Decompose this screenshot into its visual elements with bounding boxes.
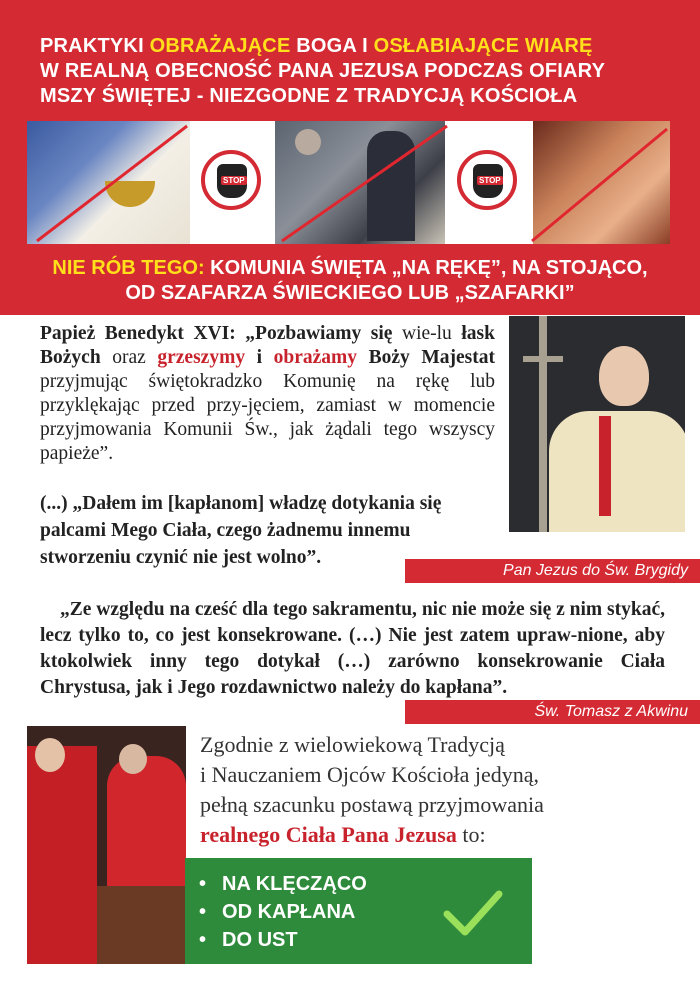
pope-head bbox=[35, 738, 65, 772]
stop-hand-icon bbox=[201, 150, 261, 210]
headline-highlight-weakening: OSŁABIAJĄCE WIARĘ bbox=[373, 35, 593, 57]
headline-line-3: MSZY ŚWIĘTEJ - NIEZGODNE Z TRADYCJĄ KOŚCIOŁA bbox=[40, 85, 578, 107]
red-vestment-right bbox=[107, 756, 186, 896]
rule-item: • OD KAPŁANA bbox=[199, 898, 367, 926]
communion-photo-1 bbox=[27, 121, 190, 244]
headline-text: BOGA I bbox=[290, 35, 374, 57]
pope-communion-photo bbox=[27, 726, 186, 964]
chalice-shape bbox=[105, 181, 155, 207]
headline-text: PRAKTYKI bbox=[40, 35, 150, 57]
closing-text bbox=[200, 730, 680, 850]
quote-text: „Ze względu na cześć dla tego sakramentu, nic nie może się z nim stykać, lecz tylko to, co jest konsekrowane. (…) Nie jest zatem upraw-nione, aby ktokolwiek inny tego dotykał (…) zarówno konsekrowanie Ciała Chrystusa, jak i Jego rozdawnictwo należy do kapłana”. bbox=[40, 599, 665, 698]
red-vestment-left bbox=[27, 746, 97, 964]
pope-vestment bbox=[549, 411, 685, 532]
quote-aquinas bbox=[40, 597, 665, 701]
stop-label: STOP bbox=[223, 176, 245, 185]
kneeler bbox=[97, 886, 186, 964]
rule-item: • DO UST bbox=[199, 926, 367, 954]
quote-jesus: (...) „Dałem im [kapłanom] władzę dotykania się palcami Mego Ciała, czego żadnemu innemu stworzeniu czynić nie jest wolno”. bbox=[40, 493, 442, 568]
crozier-shaft bbox=[539, 316, 547, 532]
checkmark-icon bbox=[443, 888, 503, 938]
stop-hand-icon bbox=[457, 150, 517, 210]
pope-benedict-photo bbox=[509, 316, 685, 532]
quote-highlight: obrażamy bbox=[273, 347, 358, 368]
pope-face bbox=[599, 346, 649, 406]
warning-line-1 bbox=[20, 256, 680, 281]
warning-text: KOMUNIA ŚWIĘTA „NA RĘKĘ”, NA STOJĄCO, bbox=[204, 257, 648, 279]
stop-sign-1 bbox=[195, 121, 273, 244]
rule-item: • NA KLĘCZĄCO bbox=[199, 870, 367, 898]
attribution-brygida: Pan Jezus do Św. Brygidy bbox=[405, 559, 700, 583]
warning-line-2: OD SZAFARZA ŚWIECKIEGO LUB „SZAFARKI” bbox=[125, 282, 575, 304]
quote-text: i bbox=[245, 347, 274, 368]
quote-highlight: grzeszymy bbox=[157, 347, 246, 368]
quote-text: łask Bożych bbox=[40, 323, 495, 368]
rules-box bbox=[185, 858, 532, 964]
attribution-aquinas: Św. Tomasz z Akwinu bbox=[405, 700, 700, 724]
rules-list bbox=[199, 870, 367, 954]
closing-line-3: pełną szacunku postawą przyjmowania bbox=[200, 792, 544, 817]
quote-text: „Pozbawiamy się bbox=[235, 323, 393, 344]
kneeling-figure-head bbox=[119, 744, 147, 774]
quote-benedict bbox=[40, 322, 495, 466]
quote-text: Boży Majestat bbox=[368, 347, 496, 368]
closing-line-1: Zgodnie z wielowiekową Tradycją bbox=[200, 732, 505, 757]
warning-banner bbox=[20, 256, 680, 306]
headline bbox=[40, 34, 680, 109]
closing-highlight: realnego Ciała Pana Jezusa bbox=[200, 822, 457, 847]
communion-photo-2 bbox=[275, 121, 445, 244]
stop-label: STOP bbox=[479, 176, 501, 185]
crozier-cross bbox=[523, 356, 563, 362]
quote-text: oraz bbox=[100, 347, 158, 368]
warning-prefix: NIE RÓB TEGO: bbox=[52, 257, 205, 279]
headline-highlight-offending: OBRAŻAJĄCE bbox=[149, 35, 291, 57]
headline-line-1 bbox=[40, 34, 680, 59]
quote-speaker: Papież Benedykt XVI: bbox=[40, 323, 236, 344]
blurred-face bbox=[295, 129, 321, 155]
photo-strip bbox=[27, 121, 670, 244]
vestment-stripe bbox=[599, 416, 611, 516]
hand-communion-photo bbox=[533, 121, 670, 244]
closing-line-2: i Nauczaniem Ojców Kościoła jedyną, bbox=[200, 762, 540, 787]
nun-figure bbox=[367, 131, 415, 241]
closing-line-4 bbox=[200, 820, 680, 850]
closing-suffix: to: bbox=[456, 822, 486, 847]
headline-line-2: W REALNĄ OBECNOŚĆ PANA JEZUSA PODCZAS OFIARY bbox=[40, 60, 606, 82]
stop-sign-2 bbox=[451, 121, 529, 244]
quote-text: przyjmując świętokradzko Komunię na rękę lub przyklękając przed przy-jęciem, zamiast w momencie przyjmowania Komunii Św., jak żądali tego wszyscy papieże”. bbox=[40, 371, 495, 464]
quote-text: wie-lu bbox=[392, 323, 462, 344]
